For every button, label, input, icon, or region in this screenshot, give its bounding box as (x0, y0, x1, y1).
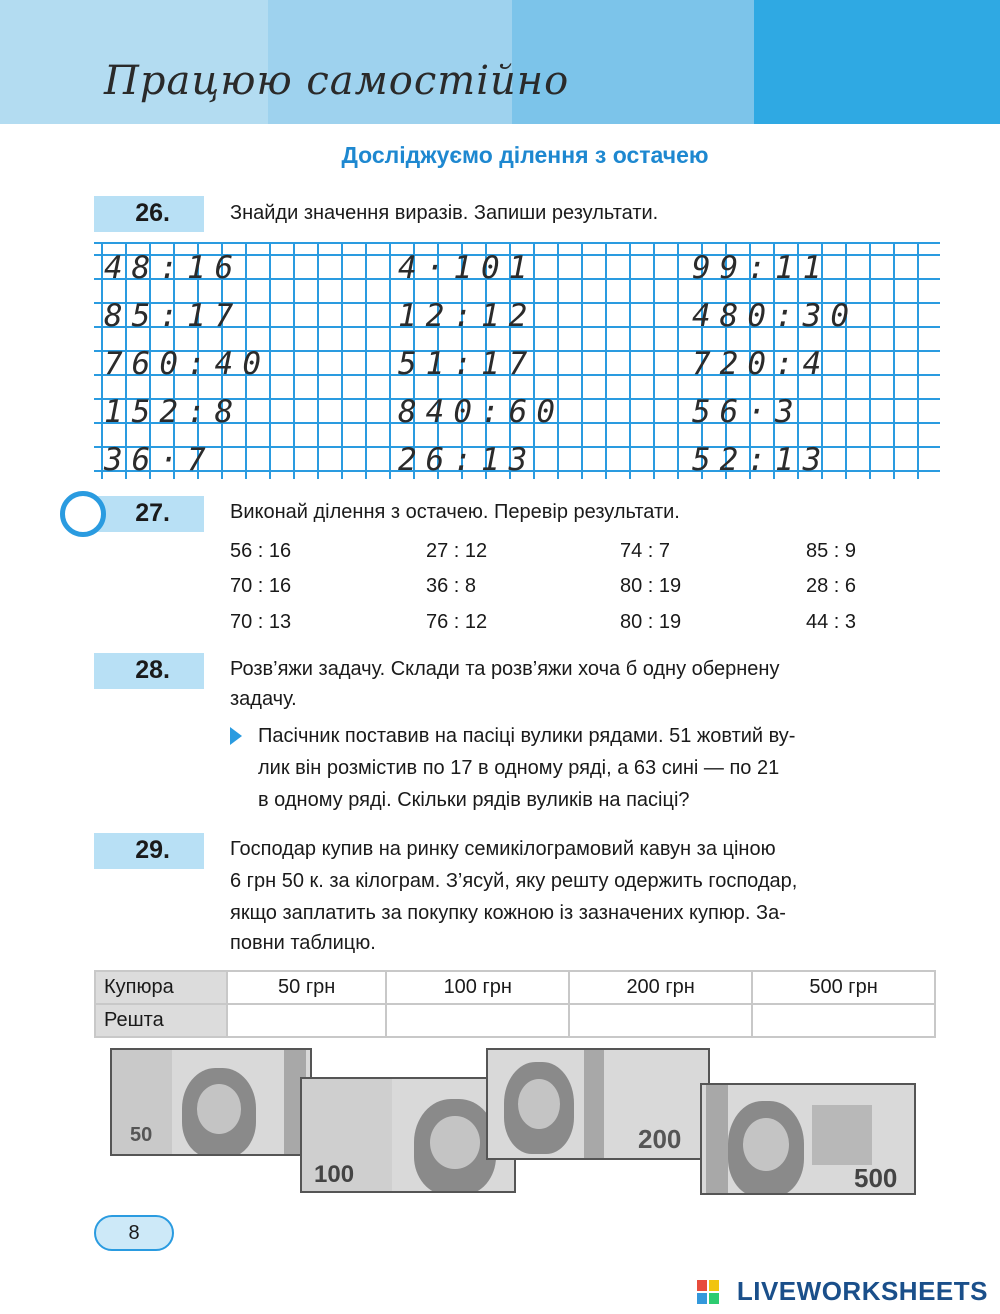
task-29-text-line: повни таблицю. (230, 932, 376, 954)
section-title: Досліджуємо ділення з остачею (341, 142, 709, 168)
task-28-badge (94, 653, 204, 689)
row-label-change: Решта (95, 1004, 227, 1037)
bullet-arrow-icon (230, 727, 242, 745)
division-expr: 74 : 7 (620, 540, 671, 562)
grid-expr: 12:12 (398, 298, 537, 334)
change-table (94, 970, 936, 1038)
grid-expr: 760:40 (104, 346, 270, 382)
division-expr: 56 : 16 (230, 540, 292, 562)
banknote-50 (110, 1048, 312, 1156)
division-expr: 85 : 9 (806, 540, 857, 562)
grid-expr: 85:17 (104, 298, 243, 334)
task-29-text-line: якщо заплатить за покупку кожною із зазначених купюр. За- (230, 902, 786, 924)
grid-expr: 152:8 (104, 394, 243, 430)
change-answer-cell[interactable] (386, 1004, 569, 1037)
banknote-200 (486, 1048, 710, 1160)
grid-expr: 480:30 (692, 298, 858, 334)
grid-expr: 36·7 (104, 442, 215, 478)
change-answer-cell[interactable] (227, 1004, 386, 1037)
task-26-badge (94, 196, 204, 232)
page-header (0, 0, 1000, 124)
grid-expr: 56·3 (692, 394, 803, 430)
division-expr: 70 : 13 (230, 611, 292, 633)
problem-line: Пасічник поставив на пасіці вулики рядами. 51 жовтий ву- (258, 725, 796, 747)
portrait-icon (504, 1062, 574, 1154)
note-strip (706, 1085, 728, 1195)
task-29-number: 29. (135, 836, 170, 864)
bill-cell: 50 грн (227, 971, 386, 1004)
liveworksheets-logo-icon (697, 1280, 719, 1304)
portrait-icon (182, 1068, 256, 1156)
division-expr: 80 : 19 (620, 611, 682, 633)
table-row (95, 1004, 935, 1037)
bill-cell: 100 грн (386, 971, 569, 1004)
portrait-icon (728, 1101, 804, 1195)
task-27-number: 27. (135, 499, 170, 527)
note-value: 100 (314, 1161, 355, 1188)
grid-expr: 52:13 (692, 442, 831, 478)
division-expr: 80 : 19 (620, 575, 682, 597)
note-value: 200 (638, 1124, 682, 1154)
problem-line: лик він розмістив по 17 в одному ряді, а 63 сині — по 21 (258, 757, 780, 779)
note-strip (584, 1050, 604, 1160)
change-answer-cell[interactable] (752, 1004, 935, 1037)
task-26-text: Знайди значення виразів. Запиши результати. (230, 202, 659, 224)
grid-expr: 48:16 (104, 250, 243, 286)
grid-expr: 26:13 (398, 442, 537, 478)
task-29-text-line: 6 грн 50 к. за кілограм. З’ясуй, яку решту одержить господар, (230, 870, 798, 892)
portrait-icon (414, 1099, 496, 1193)
task-27-text: Виконай ділення з остачею. Перевір результати. (230, 501, 680, 523)
circle-marker-icon (60, 491, 106, 537)
division-expr: 76 : 12 (426, 611, 488, 633)
problem-line: в одному ряді. Скільки рядів вуликів на пасіці? (258, 789, 690, 811)
task-27-badge (94, 496, 204, 532)
grid-expr: 720:4 (692, 346, 831, 382)
note-value: 500 (854, 1163, 898, 1193)
task-28-text-line: Розв’яжи задачу. Склади та розв’яжи хоча б одну обернену (230, 658, 780, 680)
header-title: Працюю самостійно (104, 58, 570, 104)
task-26-number: 26. (135, 199, 170, 227)
header-band-4 (754, 0, 1000, 124)
bill-cell: 500 грн (752, 971, 935, 1004)
division-expr: 27 : 12 (426, 540, 488, 562)
row-label-bill: Купюра (95, 971, 227, 1004)
task-28-text-line: задачу. (230, 688, 297, 710)
division-expr: 44 : 3 (806, 611, 857, 633)
task-28-number: 28. (135, 656, 170, 684)
note-emblem (812, 1105, 872, 1165)
banknote-100 (300, 1077, 516, 1193)
grid-expr: 51:17 (398, 346, 537, 382)
grid-expr: 99:11 (692, 250, 831, 286)
bill-cell: 200 грн (569, 971, 752, 1004)
watermark-text: LIVEWORKSHEETS (736, 1276, 988, 1306)
change-answer-cell[interactable] (569, 1004, 752, 1037)
grid-expr: 840:60 (398, 394, 564, 430)
task-29-badge (94, 833, 204, 869)
note-value: 50 (130, 1124, 153, 1146)
page-number: 8 (94, 1215, 174, 1251)
task-29-text-line: Господар купив на ринку семикілограмовий кавун за ціною (230, 838, 776, 860)
division-expr: 28 : 6 (806, 575, 857, 597)
banknote-500 (700, 1083, 916, 1195)
grid-expr: 4·101 (398, 250, 537, 286)
division-expr: 36 : 8 (426, 575, 477, 597)
division-expr: 70 : 16 (230, 575, 292, 597)
table-row (95, 971, 935, 1004)
